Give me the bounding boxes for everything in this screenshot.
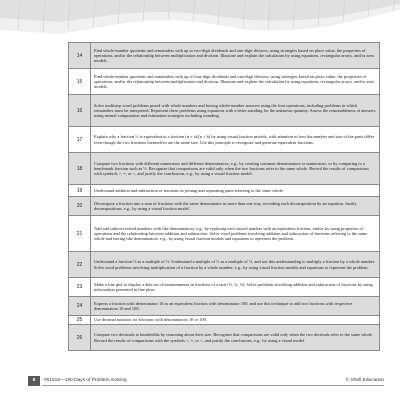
page-footer [28, 376, 384, 386]
row-number: 25 [69, 316, 91, 325]
standard-text: Find whole-number quotients and remainders with up to two-digit dividends and one-digit divisors, using strategies based on place value, the properties of operations, and/or the relationship between multiplication and division. Illustrate and explain the calculation by using equations, rectangular arrays, and/or area models. [91, 43, 380, 69]
table-row [69, 325, 380, 351]
table-row [69, 43, 380, 69]
table-row [69, 297, 380, 316]
row-number: 22 [69, 252, 91, 278]
footer-rule [42, 385, 384, 386]
row-number: 21 [69, 216, 91, 252]
standard-text: Add and subtract mixed numbers with like denominators, e.g., by replacing each mixed number with an equivalent fraction, and/or by using properties of operations and the relationship between addition and subtraction. Solve word problems involving addition and subtraction of fractions referring to the same whole and having like denominators, e.g., by using visual fraction models and equations to represent the problem. [91, 216, 380, 252]
standard-text: Compare two decimals to hundredths by reasoning about their size. Recognize that comparisons are valid only when the two decimals refer to the same whole. Record the results of comparisons with the symbols >, =, or <, and justify the conclusions, e.g., by using a visual model. [91, 325, 380, 351]
table-row [69, 153, 380, 185]
table-row [69, 278, 380, 297]
table-row [69, 197, 380, 216]
table-row [69, 127, 380, 153]
table-row [69, 316, 380, 325]
row-number: 19 [69, 185, 91, 197]
table-row [69, 185, 380, 197]
standard-text: Decompose a fraction into a sum of fractions with the same denominator in more than one way, recording each decomposition by an equation. Justify decompositions, e.g., by using a visual fraction model. [91, 197, 380, 216]
row-number: 24 [69, 297, 91, 316]
standard-text: Understand a fraction ½ as a multiple of ½. Understand a multiple of ½ as a multiple of ½, and use this understanding to multiply a fraction by a whole number. Solve word problems involving multiplication of a fraction by a whole number, e.g., by using visual fraction models and equations to represent the problem. [91, 252, 380, 278]
standards-table [68, 42, 380, 351]
standard-text: Use decimal notation for fractions with denominators 10 or 100. [91, 316, 380, 325]
row-number: 17 [69, 127, 91, 153]
row-number: 14 [69, 43, 91, 69]
standard-text: Understand addition and subtraction of fractions as joining and separating parts referring to the same whole. [91, 185, 380, 197]
footer-product-code: #51616—180 Days of Problem Solving [44, 378, 127, 383]
table-row [69, 69, 380, 95]
row-number: 20 [69, 197, 91, 216]
row-number: 15 [69, 69, 91, 95]
table-row [69, 216, 380, 252]
standard-text: Explain why a fraction ½ is equivalent to a fraction (n × a)/(n × b) by using visual fraction models, with attention to how the number and size of the parts differ even though the two fractions themselves are the same size. Use this principle to recognize and generate equivalent fractions. [91, 127, 380, 153]
row-number: 16 [69, 95, 91, 127]
table-row [69, 252, 380, 278]
standard-text: Express a fraction with denominator 10 as an equivalent fraction with denominator 100, and use this technique to add two fractions with respective denominators 10 and 100. [91, 297, 380, 316]
standard-text: Solve multistep word problems posed with whole numbers and having whole-number answers using the four operations, including problems in which remainders must be interpreted. Represent these problems using equations with a letter standing for the unknown quantity. Assess the reasonableness of answers using mental computation and estimation strategies including rounding. [91, 95, 380, 127]
header-decoration [0, 0, 400, 40]
row-number: 18 [69, 153, 91, 185]
page-number: 8 [28, 376, 40, 386]
standard-text: Compare two fractions with different numerators and different denominators, e.g., by creating common denominators or numerators, or by comparing to a benchmark fraction such as ½. Recognize that comparisons are valid only when the two fractions refer to the same whole. Record the results of comparisons with symbols >, =, or <, and justify the conclusions, e.g., by using a visual fraction model. [91, 153, 380, 185]
row-number: 26 [69, 325, 91, 351]
standard-text: Make a line plot to display a data set of measurements in fractions of a unit (½, ¼, ⅛). Solve problems involving addition and subtraction of fractions by using information presented in line plots. [91, 278, 380, 297]
standard-text: Find whole-number quotients and remainders with up to four-digit dividends and one-digit divisors, using strategies based on place value, the properties of operations, and/or the relationship between multiplication and division. Illustrate and explain the calculation by using equations, rectangular arrays, and/or area models. [91, 69, 380, 95]
table-row [69, 95, 380, 127]
footer-copyright: © Shell Education [345, 378, 384, 383]
row-number: 23 [69, 278, 91, 297]
